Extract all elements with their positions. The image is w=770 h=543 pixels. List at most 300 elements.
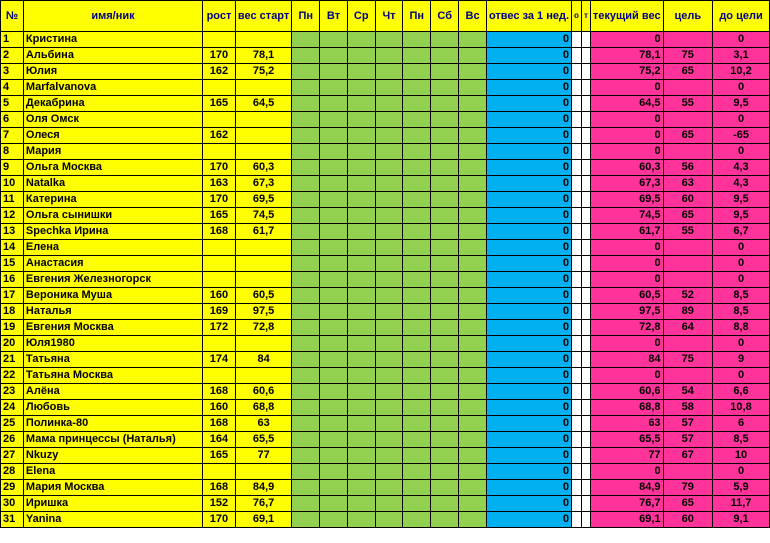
cell-day[interactable]	[320, 256, 348, 272]
cell-day[interactable]	[347, 352, 375, 368]
cell-weekly-loss[interactable]: 0	[486, 272, 571, 288]
cell-name[interactable]: Евгения Железногорск	[23, 272, 202, 288]
cell-current-weight[interactable]: 0	[590, 32, 663, 48]
cell-current-weight[interactable]: 64,5	[590, 96, 663, 112]
cell-narrow[interactable]	[572, 176, 582, 192]
cell-day[interactable]	[292, 160, 320, 176]
cell-to-goal[interactable]: 9,5	[713, 208, 770, 224]
cell-day[interactable]	[375, 512, 403, 528]
cell-day[interactable]	[320, 224, 348, 240]
cell-narrow[interactable]	[572, 128, 582, 144]
cell-day[interactable]	[320, 96, 348, 112]
cell-name[interactable]: Оля Омск	[23, 112, 202, 128]
cell-day[interactable]	[431, 224, 459, 240]
cell-number[interactable]: 22	[1, 368, 24, 384]
cell-weekly-loss[interactable]: 0	[486, 320, 571, 336]
header-day[interactable]: Сб	[431, 1, 459, 32]
cell-current-weight[interactable]: 0	[590, 368, 663, 384]
cell-goal[interactable]	[663, 272, 712, 288]
cell-day[interactable]	[459, 32, 487, 48]
cell-day[interactable]	[403, 240, 431, 256]
cell-name[interactable]: Юлия	[23, 64, 202, 80]
cell-day[interactable]	[347, 336, 375, 352]
cell-height[interactable]	[203, 336, 236, 352]
cell-day[interactable]	[347, 48, 375, 64]
cell-narrow[interactable]	[581, 224, 590, 240]
cell-current-weight[interactable]: 76,7	[590, 496, 663, 512]
cell-current-weight[interactable]: 0	[590, 256, 663, 272]
cell-day[interactable]	[459, 512, 487, 528]
cell-day[interactable]	[403, 288, 431, 304]
cell-day[interactable]	[431, 64, 459, 80]
cell-day[interactable]	[459, 496, 487, 512]
cell-height[interactable]	[203, 32, 236, 48]
cell-number[interactable]: 4	[1, 80, 24, 96]
cell-day[interactable]	[347, 144, 375, 160]
cell-number[interactable]: 24	[1, 400, 24, 416]
cell-current-weight[interactable]: 0	[590, 144, 663, 160]
cell-day[interactable]	[375, 48, 403, 64]
cell-narrow[interactable]	[572, 192, 582, 208]
cell-day[interactable]	[403, 256, 431, 272]
cell-start-weight[interactable]	[235, 144, 291, 160]
cell-current-weight[interactable]: 75,2	[590, 64, 663, 80]
cell-day[interactable]	[347, 272, 375, 288]
cell-start-weight[interactable]: 65,5	[235, 432, 291, 448]
cell-number[interactable]: 13	[1, 224, 24, 240]
cell-weekly-loss[interactable]: 0	[486, 464, 571, 480]
cell-day[interactable]	[347, 160, 375, 176]
cell-day[interactable]	[403, 336, 431, 352]
cell-day[interactable]	[347, 384, 375, 400]
cell-name[interactable]: Spechka Ирина	[23, 224, 202, 240]
cell-day[interactable]	[375, 112, 403, 128]
cell-day[interactable]	[292, 224, 320, 240]
cell-narrow[interactable]	[572, 448, 582, 464]
cell-weekly-loss[interactable]: 0	[486, 192, 571, 208]
cell-number[interactable]: 12	[1, 208, 24, 224]
cell-height[interactable]	[203, 368, 236, 384]
cell-day[interactable]	[431, 96, 459, 112]
cell-start-weight[interactable]: 63	[235, 416, 291, 432]
cell-current-weight[interactable]: 0	[590, 464, 663, 480]
cell-day[interactable]	[292, 176, 320, 192]
cell-day[interactable]	[431, 512, 459, 528]
cell-narrow[interactable]	[581, 336, 590, 352]
cell-day[interactable]	[459, 80, 487, 96]
cell-weekly-loss[interactable]: 0	[486, 368, 571, 384]
cell-name[interactable]: Елена	[23, 240, 202, 256]
cell-number[interactable]: 19	[1, 320, 24, 336]
cell-number[interactable]: 21	[1, 352, 24, 368]
cell-number[interactable]: 17	[1, 288, 24, 304]
cell-day[interactable]	[347, 512, 375, 528]
cell-height[interactable]: 169	[203, 304, 236, 320]
cell-number[interactable]: 5	[1, 96, 24, 112]
cell-name[interactable]: Ольга сынишки	[23, 208, 202, 224]
cell-to-goal[interactable]: 5,9	[713, 480, 770, 496]
cell-start-weight[interactable]	[235, 336, 291, 352]
cell-narrow[interactable]	[581, 32, 590, 48]
cell-day[interactable]	[375, 464, 403, 480]
cell-weekly-loss[interactable]: 0	[486, 112, 571, 128]
cell-weekly-loss[interactable]: 0	[486, 256, 571, 272]
cell-day[interactable]	[403, 96, 431, 112]
header-current[interactable]: текущий вес	[590, 1, 663, 32]
cell-name[interactable]: Иришка	[23, 496, 202, 512]
cell-day[interactable]	[320, 192, 348, 208]
cell-start-weight[interactable]: 77	[235, 448, 291, 464]
cell-day[interactable]	[403, 496, 431, 512]
cell-day[interactable]	[375, 400, 403, 416]
header-name[interactable]: имя/ник	[23, 1, 202, 32]
cell-height[interactable]: 172	[203, 320, 236, 336]
cell-day[interactable]	[459, 400, 487, 416]
cell-day[interactable]	[320, 336, 348, 352]
cell-current-weight[interactable]: 63	[590, 416, 663, 432]
cell-day[interactable]	[431, 272, 459, 288]
cell-day[interactable]	[431, 288, 459, 304]
cell-day[interactable]	[431, 336, 459, 352]
cell-start-weight[interactable]	[235, 112, 291, 128]
cell-day[interactable]	[347, 176, 375, 192]
cell-start-weight[interactable]	[235, 128, 291, 144]
cell-day[interactable]	[459, 416, 487, 432]
cell-name[interactable]: Мария Москва	[23, 480, 202, 496]
cell-to-goal[interactable]: 4,3	[713, 160, 770, 176]
cell-to-goal[interactable]: 0	[713, 32, 770, 48]
cell-to-goal[interactable]: 8,8	[713, 320, 770, 336]
cell-day[interactable]	[320, 80, 348, 96]
header-narrow-1[interactable]: о	[572, 1, 582, 32]
cell-day[interactable]	[459, 304, 487, 320]
cell-start-weight[interactable]: 84	[235, 352, 291, 368]
cell-narrow[interactable]	[572, 320, 582, 336]
cell-narrow[interactable]	[572, 432, 582, 448]
cell-goal[interactable]: 54	[663, 384, 712, 400]
cell-day[interactable]	[459, 96, 487, 112]
cell-current-weight[interactable]: 72,8	[590, 320, 663, 336]
header-num[interactable]: №	[1, 1, 24, 32]
cell-day[interactable]	[347, 400, 375, 416]
cell-weekly-loss[interactable]: 0	[486, 512, 571, 528]
cell-start-weight[interactable]: 78,1	[235, 48, 291, 64]
cell-day[interactable]	[292, 128, 320, 144]
cell-goal[interactable]: 57	[663, 432, 712, 448]
cell-weekly-loss[interactable]: 0	[486, 208, 571, 224]
cell-to-goal[interactable]: 0	[713, 256, 770, 272]
cell-name[interactable]: Евгения Москва	[23, 320, 202, 336]
cell-day[interactable]	[320, 480, 348, 496]
cell-day[interactable]	[320, 160, 348, 176]
cell-day[interactable]	[375, 352, 403, 368]
cell-day[interactable]	[431, 480, 459, 496]
cell-day[interactable]	[292, 416, 320, 432]
cell-narrow[interactable]	[581, 128, 590, 144]
cell-name[interactable]: Мария	[23, 144, 202, 160]
cell-narrow[interactable]	[581, 192, 590, 208]
cell-to-goal[interactable]: 6,6	[713, 384, 770, 400]
cell-goal[interactable]	[663, 336, 712, 352]
cell-current-weight[interactable]: 69,1	[590, 512, 663, 528]
cell-day[interactable]	[403, 304, 431, 320]
cell-day[interactable]	[459, 192, 487, 208]
cell-number[interactable]: 26	[1, 432, 24, 448]
cell-current-weight[interactable]: 69,5	[590, 192, 663, 208]
cell-current-weight[interactable]: 61,7	[590, 224, 663, 240]
cell-narrow[interactable]	[581, 160, 590, 176]
cell-goal[interactable]: 60	[663, 512, 712, 528]
cell-start-weight[interactable]: 68,8	[235, 400, 291, 416]
cell-height[interactable]: 170	[203, 48, 236, 64]
cell-day[interactable]	[431, 496, 459, 512]
cell-day[interactable]	[459, 432, 487, 448]
cell-day[interactable]	[320, 112, 348, 128]
cell-day[interactable]	[403, 400, 431, 416]
cell-day[interactable]	[320, 64, 348, 80]
cell-day[interactable]	[375, 64, 403, 80]
cell-narrow[interactable]	[581, 320, 590, 336]
cell-start-weight[interactable]	[235, 272, 291, 288]
cell-day[interactable]	[459, 48, 487, 64]
cell-weekly-loss[interactable]: 0	[486, 128, 571, 144]
cell-day[interactable]	[292, 48, 320, 64]
cell-day[interactable]	[292, 464, 320, 480]
cell-day[interactable]	[347, 80, 375, 96]
cell-day[interactable]	[292, 80, 320, 96]
cell-to-goal[interactable]: 0	[713, 112, 770, 128]
cell-goal[interactable]: 75	[663, 352, 712, 368]
cell-day[interactable]	[403, 384, 431, 400]
cell-narrow[interactable]	[581, 112, 590, 128]
cell-name[interactable]: Декабрина	[23, 96, 202, 112]
cell-start-weight[interactable]: 84,9	[235, 480, 291, 496]
cell-height[interactable]	[203, 80, 236, 96]
cell-narrow[interactable]	[581, 416, 590, 432]
cell-day[interactable]	[431, 112, 459, 128]
cell-number[interactable]: 1	[1, 32, 24, 48]
cell-number[interactable]: 7	[1, 128, 24, 144]
cell-narrow[interactable]	[572, 512, 582, 528]
cell-day[interactable]	[292, 432, 320, 448]
cell-weekly-loss[interactable]: 0	[486, 448, 571, 464]
cell-day[interactable]	[375, 480, 403, 496]
cell-day[interactable]	[403, 48, 431, 64]
cell-weekly-loss[interactable]: 0	[486, 432, 571, 448]
cell-start-weight[interactable]: 97,5	[235, 304, 291, 320]
cell-name[interactable]: Marfalvanova	[23, 80, 202, 96]
cell-number[interactable]: 11	[1, 192, 24, 208]
cell-day[interactable]	[431, 384, 459, 400]
header-day[interactable]: Ср	[347, 1, 375, 32]
cell-day[interactable]	[292, 112, 320, 128]
cell-day[interactable]	[403, 192, 431, 208]
cell-day[interactable]	[431, 464, 459, 480]
cell-height[interactable]: 165	[203, 96, 236, 112]
cell-number[interactable]: 8	[1, 144, 24, 160]
cell-weekly-loss[interactable]: 0	[486, 240, 571, 256]
cell-weekly-loss[interactable]: 0	[486, 224, 571, 240]
cell-goal[interactable]: 57	[663, 416, 712, 432]
cell-day[interactable]	[459, 176, 487, 192]
cell-number[interactable]: 20	[1, 336, 24, 352]
cell-to-goal[interactable]: 10,8	[713, 400, 770, 416]
cell-day[interactable]	[292, 336, 320, 352]
cell-day[interactable]	[431, 400, 459, 416]
cell-day[interactable]	[292, 288, 320, 304]
header-rost[interactable]: рост	[203, 1, 236, 32]
cell-day[interactable]	[320, 240, 348, 256]
cell-number[interactable]: 10	[1, 176, 24, 192]
cell-current-weight[interactable]: 84,9	[590, 480, 663, 496]
cell-day[interactable]	[320, 208, 348, 224]
cell-start-weight[interactable]: 61,7	[235, 224, 291, 240]
cell-goal[interactable]	[663, 144, 712, 160]
cell-start-weight[interactable]: 74,5	[235, 208, 291, 224]
cell-current-weight[interactable]: 77	[590, 448, 663, 464]
cell-day[interactable]	[431, 368, 459, 384]
cell-day[interactable]	[292, 368, 320, 384]
cell-day[interactable]	[347, 128, 375, 144]
cell-to-goal[interactable]: 9,1	[713, 512, 770, 528]
cell-weekly-loss[interactable]: 0	[486, 416, 571, 432]
cell-narrow[interactable]	[572, 144, 582, 160]
cell-weekly-loss[interactable]: 0	[486, 352, 571, 368]
cell-narrow[interactable]	[572, 208, 582, 224]
cell-day[interactable]	[459, 272, 487, 288]
cell-weekly-loss[interactable]: 0	[486, 32, 571, 48]
cell-start-weight[interactable]	[235, 240, 291, 256]
cell-day[interactable]	[375, 288, 403, 304]
cell-weekly-loss[interactable]: 0	[486, 48, 571, 64]
header-day[interactable]: Пн	[292, 1, 320, 32]
cell-day[interactable]	[431, 192, 459, 208]
cell-narrow[interactable]	[572, 384, 582, 400]
cell-weekly-loss[interactable]: 0	[486, 384, 571, 400]
cell-start-weight[interactable]: 69,1	[235, 512, 291, 528]
cell-day[interactable]	[431, 48, 459, 64]
cell-day[interactable]	[292, 32, 320, 48]
cell-narrow[interactable]	[581, 144, 590, 160]
cell-narrow[interactable]	[572, 464, 582, 480]
cell-height[interactable]: 163	[203, 176, 236, 192]
cell-narrow[interactable]	[581, 352, 590, 368]
cell-name[interactable]: Анастасия	[23, 256, 202, 272]
cell-day[interactable]	[320, 464, 348, 480]
cell-start-weight[interactable]: 67,3	[235, 176, 291, 192]
cell-goal[interactable]: 75	[663, 48, 712, 64]
cell-weekly-loss[interactable]: 0	[486, 480, 571, 496]
cell-weekly-loss[interactable]: 0	[486, 144, 571, 160]
cell-day[interactable]	[431, 432, 459, 448]
cell-to-goal[interactable]: 11,7	[713, 496, 770, 512]
cell-number[interactable]: 15	[1, 256, 24, 272]
cell-name[interactable]: Любовь	[23, 400, 202, 416]
cell-goal[interactable]: 58	[663, 400, 712, 416]
cell-day[interactable]	[347, 32, 375, 48]
cell-height[interactable]: 168	[203, 384, 236, 400]
cell-day[interactable]	[347, 64, 375, 80]
cell-current-weight[interactable]: 68,8	[590, 400, 663, 416]
cell-start-weight[interactable]	[235, 464, 291, 480]
cell-day[interactable]	[292, 448, 320, 464]
cell-day[interactable]	[320, 384, 348, 400]
cell-day[interactable]	[347, 192, 375, 208]
cell-name[interactable]: Вероника Муша	[23, 288, 202, 304]
cell-start-weight[interactable]	[235, 80, 291, 96]
cell-day[interactable]	[403, 32, 431, 48]
cell-narrow[interactable]	[572, 256, 582, 272]
cell-to-goal[interactable]: 4,3	[713, 176, 770, 192]
cell-day[interactable]	[459, 208, 487, 224]
cell-day[interactable]	[320, 352, 348, 368]
cell-number[interactable]: 3	[1, 64, 24, 80]
cell-height[interactable]: 165	[203, 208, 236, 224]
cell-current-weight[interactable]: 60,3	[590, 160, 663, 176]
cell-to-goal[interactable]: 9,5	[713, 192, 770, 208]
cell-narrow[interactable]	[581, 80, 590, 96]
cell-name[interactable]: Татьяна	[23, 352, 202, 368]
cell-day[interactable]	[403, 320, 431, 336]
cell-height[interactable]: 170	[203, 160, 236, 176]
cell-to-goal[interactable]: 0	[713, 368, 770, 384]
cell-day[interactable]	[375, 208, 403, 224]
cell-day[interactable]	[459, 224, 487, 240]
cell-day[interactable]	[320, 304, 348, 320]
cell-narrow[interactable]	[572, 496, 582, 512]
cell-narrow[interactable]	[572, 288, 582, 304]
cell-day[interactable]	[459, 112, 487, 128]
cell-day[interactable]	[320, 144, 348, 160]
cell-to-goal[interactable]: 0	[713, 144, 770, 160]
cell-current-weight[interactable]: 97,5	[590, 304, 663, 320]
cell-name[interactable]: Ольга Москва	[23, 160, 202, 176]
cell-to-goal[interactable]: 0	[713, 80, 770, 96]
cell-day[interactable]	[347, 496, 375, 512]
cell-day[interactable]	[431, 80, 459, 96]
cell-current-weight[interactable]: 0	[590, 272, 663, 288]
cell-narrow[interactable]	[572, 160, 582, 176]
cell-day[interactable]	[403, 208, 431, 224]
cell-day[interactable]	[347, 416, 375, 432]
cell-narrow[interactable]	[572, 272, 582, 288]
cell-day[interactable]	[292, 304, 320, 320]
header-ves-start[interactable]: вес старт	[235, 1, 291, 32]
header-narrow-2[interactable]: т	[581, 1, 590, 32]
cell-day[interactable]	[403, 368, 431, 384]
cell-to-goal[interactable]: 0	[713, 272, 770, 288]
cell-day[interactable]	[292, 384, 320, 400]
cell-narrow[interactable]	[572, 32, 582, 48]
cell-start-weight[interactable]	[235, 32, 291, 48]
cell-to-goal[interactable]: 0	[713, 336, 770, 352]
cell-day[interactable]	[375, 240, 403, 256]
cell-day[interactable]	[459, 256, 487, 272]
cell-narrow[interactable]	[572, 224, 582, 240]
cell-day[interactable]	[375, 432, 403, 448]
cell-narrow[interactable]	[581, 96, 590, 112]
cell-narrow[interactable]	[572, 48, 582, 64]
cell-day[interactable]	[375, 224, 403, 240]
cell-goal[interactable]: 67	[663, 448, 712, 464]
cell-day[interactable]	[292, 240, 320, 256]
cell-name[interactable]: Наталья	[23, 304, 202, 320]
cell-narrow[interactable]	[581, 432, 590, 448]
cell-day[interactable]	[320, 128, 348, 144]
cell-day[interactable]	[459, 448, 487, 464]
cell-day[interactable]	[320, 176, 348, 192]
cell-to-goal[interactable]: 6,7	[713, 224, 770, 240]
